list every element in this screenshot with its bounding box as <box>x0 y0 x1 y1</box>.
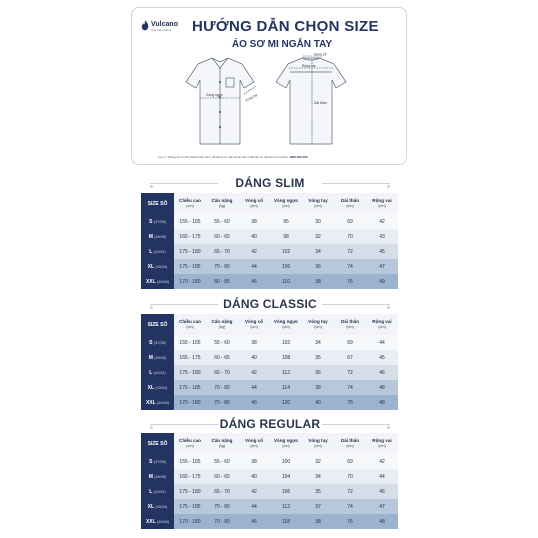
table-cell: 42 <box>238 365 270 380</box>
column-header-label: Cân nặng <box>211 319 233 325</box>
size-label: XXL <box>145 278 156 285</box>
column-header-unit: (cm) <box>186 443 194 448</box>
table-cell: 70 - 80 <box>206 259 238 274</box>
size-eu-label: (43/44) <box>155 504 168 509</box>
table-cell: 44 <box>238 499 270 514</box>
table-cell: 76 <box>334 395 366 410</box>
note-text: Lưu ý: Thông số có thể chênh lệch 3cm, để được tư vấn chính xác nhất bạn có thể liên hệ hotline: <box>158 155 290 159</box>
table-row <box>141 335 398 350</box>
size-cell <box>141 469 174 484</box>
size-eu-label: (41/42) <box>153 489 166 494</box>
table-cell: 112 <box>270 499 302 514</box>
column-header-label: Vòng tay <box>308 198 328 204</box>
column-header-label: Vòng cổ <box>244 198 264 204</box>
column-header <box>206 433 238 454</box>
column-header-label: SIZE SỐ <box>147 200 168 207</box>
table-header-row <box>141 433 398 454</box>
table-cell: 155 - 165 <box>174 454 206 469</box>
size-eu-label: (45/46) <box>157 519 170 524</box>
size-cell <box>141 454 174 469</box>
section-title-regular: DÁNG REGULAR <box>150 417 390 431</box>
table-row <box>141 214 398 229</box>
size-eu-label: (43/44) <box>155 385 168 390</box>
column-header-label: Rộng vai <box>372 198 392 204</box>
brand-logo <box>140 20 178 32</box>
column-header-unit: (kg) <box>218 443 226 448</box>
shirt-back-icon <box>276 58 346 144</box>
table-cell: 47 <box>366 259 398 274</box>
size-cell <box>141 514 174 529</box>
table-cell: 72 <box>334 365 366 380</box>
table-row <box>141 499 398 514</box>
table-row <box>141 274 398 289</box>
table-cell: 40 <box>302 395 334 410</box>
table-cell: 98 <box>270 229 302 244</box>
page-title: HƯỚNG DẪN CHỌN SIZE <box>192 18 379 35</box>
column-header-label: Vòng ngực <box>273 319 299 325</box>
size-label: S <box>149 458 153 465</box>
hotline-number[interactable]: 1900 633 083 <box>289 155 308 159</box>
table-cell: 175 - 185 <box>174 380 206 395</box>
table-cell: 67 <box>334 350 366 365</box>
column-header-label: Vòng ngực <box>273 438 299 444</box>
table-cell: 37 <box>302 499 334 514</box>
column-header-unit: (cm) <box>378 443 386 448</box>
column-header-label: Dài thân <box>340 438 360 444</box>
table-cell: 155 - 165 <box>174 214 206 229</box>
table-cell: 42 <box>238 244 270 259</box>
table-cell: 175 - 185 <box>174 499 206 514</box>
size-cell <box>141 335 174 350</box>
table-cell: 70 - 80 <box>206 514 238 529</box>
table-cell: 55 - 60 <box>206 335 238 350</box>
table-cell: 175 - 185 <box>174 259 206 274</box>
shirt-diagram <box>176 52 366 152</box>
column-header <box>238 314 270 335</box>
column-header-label: Vòng tay <box>308 438 328 444</box>
collar-label: Vòng cổ <box>314 52 327 57</box>
size-cell <box>141 274 174 289</box>
column-header <box>141 193 174 214</box>
table-row <box>141 380 398 395</box>
size-cell <box>141 350 174 365</box>
column-header <box>270 193 302 214</box>
table-cell: 46 <box>366 484 398 499</box>
size-eu-label: (39/40) <box>154 474 167 479</box>
table-cell: 46 <box>366 365 398 380</box>
table-cell: 70 <box>334 229 366 244</box>
size-label: XXL <box>145 399 156 406</box>
table-cell: 70 <box>334 469 366 484</box>
table-cell: 120 <box>270 395 302 410</box>
table-cell: 46 <box>238 395 270 410</box>
column-header-unit: (cm) <box>250 324 258 329</box>
table-row <box>141 244 398 259</box>
shoulder-label: Rộng vai <box>302 64 316 68</box>
table-cell: 175 - 180 <box>174 365 206 380</box>
size-label: L <box>149 488 153 495</box>
table-cell: 65 - 70 <box>206 484 238 499</box>
table-row <box>141 514 398 529</box>
table-cell: 36 <box>302 259 334 274</box>
table-cell: 34 <box>302 469 334 484</box>
table-cell: 69 <box>334 335 366 350</box>
table-cell: 38 <box>302 274 334 289</box>
size-label: L <box>149 248 153 255</box>
column-header-label: Cân nặng <box>211 198 233 204</box>
table-cell: 175 - 180 <box>174 244 206 259</box>
table-cell: 175 - 180 <box>174 484 206 499</box>
section-title-slim: DÁNG SLIM <box>150 176 390 190</box>
column-header-unit: (cm) <box>314 443 322 448</box>
column-header-unit: (cm) <box>186 324 194 329</box>
column-header-label: Cân nặng <box>211 438 233 444</box>
size-cell <box>141 395 174 410</box>
column-header <box>302 433 334 454</box>
size-eu-label: (43/44) <box>155 264 168 269</box>
size-cell <box>141 484 174 499</box>
column-header <box>302 193 334 214</box>
size-eu-label: (37/38) <box>153 459 166 464</box>
size-eu-label: (39/40) <box>154 355 167 360</box>
table-cell: 60 - 65 <box>206 229 238 244</box>
brand-name: Vulcano <box>151 21 178 28</box>
column-header-unit: (cm) <box>282 203 290 208</box>
size-cell <box>141 380 174 395</box>
column-header-unit: (cm) <box>282 324 290 329</box>
table-cell: 44 <box>238 259 270 274</box>
table-cell: 170 - 180 <box>174 274 206 289</box>
table-cell: 74 <box>334 380 366 395</box>
size-eu-label: (37/38) <box>153 219 166 224</box>
table-cell: 72 <box>334 244 366 259</box>
table-cell: 95 <box>270 214 302 229</box>
size-eu-label: (41/42) <box>153 249 166 254</box>
table-cell: 48 <box>366 380 398 395</box>
column-header-label: Vòng ngực <box>273 198 299 204</box>
table-cell: 69 <box>334 454 366 469</box>
table-cell: 102 <box>270 335 302 350</box>
column-header-unit: (cm) <box>314 324 322 329</box>
table-row <box>141 365 398 380</box>
size-eu-label: (39/40) <box>154 234 167 239</box>
table-header-row <box>141 193 398 214</box>
size-cell <box>141 499 174 514</box>
table-cell: 70 - 80 <box>206 380 238 395</box>
length-label: Dài thân <box>314 101 327 105</box>
column-header-label: Chiều cao <box>179 438 201 444</box>
size-eu-label: (45/46) <box>157 400 170 405</box>
size-eu-label: (45/46) <box>157 279 170 284</box>
column-header <box>174 433 206 454</box>
table-row <box>141 469 398 484</box>
size-label: M <box>148 473 153 480</box>
column-header-label: Dài thân <box>340 198 360 204</box>
column-header-label: Dài thân <box>340 319 360 325</box>
column-header-unit: (cm) <box>346 203 354 208</box>
column-header <box>141 433 174 454</box>
column-header-label: Vòng cổ <box>244 438 264 444</box>
size-cell <box>141 229 174 244</box>
size-label: XL <box>147 384 154 391</box>
table-cell: 106 <box>270 259 302 274</box>
column-header-unit: (kg) <box>218 203 226 208</box>
size-table-classic <box>141 314 398 410</box>
table-cell: 55 - 60 <box>206 214 238 229</box>
column-header-unit: (cm) <box>250 203 258 208</box>
column-header <box>238 193 270 214</box>
table-cell: 35 <box>302 484 334 499</box>
table-cell: 48 <box>366 514 398 529</box>
size-guide-header <box>131 7 407 165</box>
table-cell: 30 <box>302 214 334 229</box>
size-label: M <box>148 354 153 361</box>
column-header <box>366 433 398 454</box>
size-cell <box>141 365 174 380</box>
table-cell: 42 <box>366 454 398 469</box>
table-cell: 72 <box>334 484 366 499</box>
column-header-label: SIZE SỐ <box>147 440 168 447</box>
shirt-front-icon <box>186 58 254 144</box>
table-cell: 74 <box>334 259 366 274</box>
table-cell: 70 - 80 <box>206 499 238 514</box>
table-cell: 44 <box>366 469 398 484</box>
column-header <box>206 193 238 214</box>
table-cell: 40 <box>238 469 270 484</box>
table-cell: 74 <box>334 499 366 514</box>
table-cell: 47 <box>366 499 398 514</box>
size-label: S <box>149 218 153 225</box>
column-header <box>141 314 174 335</box>
size-eu-label: (37/38) <box>153 340 166 345</box>
table-cell: 165 - 175 <box>174 469 206 484</box>
table-header-row <box>141 314 398 335</box>
table-cell: 112 <box>270 365 302 380</box>
column-header-unit: (cm) <box>314 203 322 208</box>
table-cell: 110 <box>270 274 302 289</box>
column-header <box>334 193 366 214</box>
column-header-label: Rộng vai <box>372 438 392 444</box>
column-header-unit: (cm) <box>250 443 258 448</box>
table-cell: 118 <box>270 514 302 529</box>
column-header-unit: (cm) <box>346 324 354 329</box>
table-cell: 60 - 65 <box>206 350 238 365</box>
column-header-unit: (cm) <box>346 443 354 448</box>
brand-tagline: Thời trang thiết kế <box>151 29 172 32</box>
table-cell: 42 <box>238 484 270 499</box>
column-header-label: Vòng cổ <box>244 319 264 325</box>
column-header-unit: (cm) <box>378 203 386 208</box>
size-label: M <box>148 233 153 240</box>
page-subtitle: ÁO SƠ MI NGẮN TAY <box>231 39 333 50</box>
table-cell: 32 <box>302 229 334 244</box>
table-cell: 108 <box>270 350 302 365</box>
column-header-label: Vòng tay <box>308 319 328 325</box>
sleeve-label: Vòng tay <box>244 92 259 103</box>
table-row <box>141 259 398 274</box>
table-cell: 70 - 80 <box>206 395 238 410</box>
size-cell <box>141 259 174 274</box>
table-cell: 114 <box>270 380 302 395</box>
table-cell: 76 <box>334 514 366 529</box>
table-cell: 100 <box>270 454 302 469</box>
column-header <box>206 314 238 335</box>
size-cell <box>141 214 174 229</box>
column-header-unit: (cm) <box>378 324 386 329</box>
table-row <box>141 484 398 499</box>
column-header-unit: (kg) <box>218 324 226 329</box>
section-title-classic: DÁNG CLASSIC <box>150 297 390 311</box>
table-cell: 46 <box>238 274 270 289</box>
column-header-label: SIZE SỐ <box>147 321 168 328</box>
table-cell: 170 - 180 <box>174 514 206 529</box>
size-table-regular <box>141 433 398 529</box>
table-row <box>141 229 398 244</box>
size-eu-label: (41/42) <box>153 370 166 375</box>
table-cell: 155 - 165 <box>174 335 206 350</box>
hotline-note <box>158 155 388 159</box>
table-cell: 38 <box>302 514 334 529</box>
table-cell: 170 - 180 <box>174 395 206 410</box>
column-header <box>366 314 398 335</box>
size-label: XXL <box>145 518 156 525</box>
flame-icon <box>140 20 150 32</box>
table-cell: 69 <box>334 214 366 229</box>
table-cell: 45 <box>366 244 398 259</box>
column-header <box>302 314 334 335</box>
column-header-unit: (cm) <box>282 443 290 448</box>
column-header <box>334 433 366 454</box>
table-cell: 48 <box>366 395 398 410</box>
table-cell: 76 <box>334 274 366 289</box>
table-cell: 36 <box>302 365 334 380</box>
table-cell: 34 <box>302 244 334 259</box>
table-cell: 44 <box>366 335 398 350</box>
column-header <box>270 314 302 335</box>
table-cell: 102 <box>270 244 302 259</box>
table-cell: 40 <box>238 350 270 365</box>
table-cell: 165 - 175 <box>174 350 206 365</box>
table-cell: 34 <box>302 335 334 350</box>
column-header-label: Chiều cao <box>179 319 201 325</box>
table-row <box>141 454 398 469</box>
column-header <box>334 314 366 335</box>
table-cell: 65 - 70 <box>206 365 238 380</box>
chest-label: Vòng ngực <box>206 93 223 97</box>
size-label: XL <box>147 263 154 270</box>
table-cell: 38 <box>238 335 270 350</box>
column-header <box>270 433 302 454</box>
table-cell: 106 <box>270 484 302 499</box>
table-cell: 40 <box>238 229 270 244</box>
column-header <box>174 314 206 335</box>
table-cell: 45 <box>366 350 398 365</box>
table-cell: 44 <box>238 380 270 395</box>
column-header-label: Chiều cao <box>179 198 201 204</box>
table-row <box>141 395 398 410</box>
table-cell: 38 <box>238 214 270 229</box>
table-cell: 80 - 85 <box>206 274 238 289</box>
table-row <box>141 350 398 365</box>
table-cell: 60 - 65 <box>206 469 238 484</box>
table-cell: 32 <box>302 454 334 469</box>
table-cell: 49 <box>366 274 398 289</box>
table-cell: 38 <box>238 454 270 469</box>
table-cell: 165 - 175 <box>174 229 206 244</box>
size-table-slim <box>141 193 398 289</box>
size-label: XL <box>147 503 154 510</box>
table-cell: 35 <box>302 350 334 365</box>
size-cell <box>141 244 174 259</box>
table-cell: 38 <box>302 380 334 395</box>
table-cell: 42 <box>366 214 398 229</box>
table-cell: 55 - 60 <box>206 454 238 469</box>
table-cell: 65 - 70 <box>206 244 238 259</box>
size-label: S <box>149 339 153 346</box>
column-header <box>174 193 206 214</box>
table-cell: 46 <box>238 514 270 529</box>
size-label: L <box>149 369 153 376</box>
column-header <box>366 193 398 214</box>
table-cell: 104 <box>270 469 302 484</box>
column-header-unit: (cm) <box>186 203 194 208</box>
column-header-label: Rộng vai <box>372 319 392 325</box>
column-header <box>238 433 270 454</box>
table-cell: 43 <box>366 229 398 244</box>
